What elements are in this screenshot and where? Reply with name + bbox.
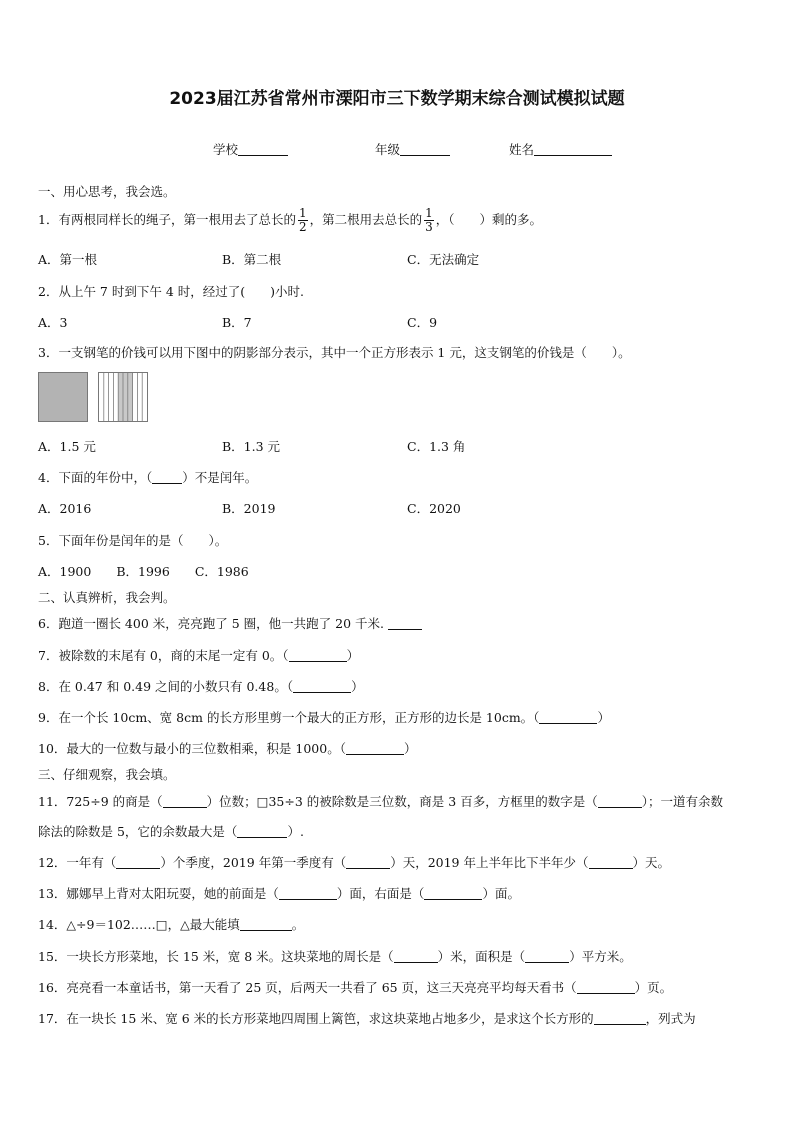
question-3: 3．一支钢笔的价钱可以用下图中的阴影部分表示，其中一个正方形表示 1 元，这支钢笔的价钱是（ ）。 xyxy=(38,345,631,360)
shaded-square-figure xyxy=(38,372,88,422)
striped-square-figure xyxy=(98,372,148,422)
question-14: 14．△÷9＝102……□，△最大能填 。 xyxy=(38,917,305,932)
option-a: A．2016 xyxy=(38,501,92,516)
question-12: 12．一年有（ ）个季度，2019 年第一季度有（ ）天，2019 年上半年比下半年少（ ）天。 xyxy=(38,855,671,870)
option-c: C．2020 xyxy=(407,501,461,516)
question-6: 6．跑道一圈长 400 米，亮亮跑了 5 圈，他一共跑了 20 千米. xyxy=(38,614,422,632)
fraction: $\frac{1}{2}$ xyxy=(298,206,307,234)
question-16: 16．亮亮看一本童话书，第一天看了 25 页，后两天一共看了 65 页，这三天亮亮平均每天看书（ ）页。 xyxy=(38,980,673,995)
page-title: 2023届江苏省常州市溧阳市三下数学期末综合测试模拟试题 xyxy=(169,89,625,109)
question-5: 5．下面年份是闰年的是（ ）。 xyxy=(38,533,228,548)
section-heading: 一、用心思考，我会选。 xyxy=(38,184,176,199)
option-c: C．无法确定 xyxy=(407,252,480,267)
question-17: 17．在一块长 15 米、宽 6 米的长方形菜地四周围上篱笆，求这块菜地占地多少，是求这个长方形的 ，列式为 xyxy=(38,1011,696,1026)
question-10: 10．最大的一位数与最小的三位数相乘，积是 1000。（ ） xyxy=(38,741,417,756)
question-7: 7．被除数的末尾有 0，商的末尾一定有 0。（ ） xyxy=(38,648,360,663)
question-8: 8．在 0.47 和 0.49 之间的小数只有 0.48。（ ） xyxy=(38,679,364,694)
question-2: 2．从上午 7 时到下午 4 时，经过了( )小时. xyxy=(38,284,304,299)
options: A．1900 B．1996 C．1986 xyxy=(38,564,249,579)
option-b: B．2019 xyxy=(222,501,276,516)
question-4: 4．下面的年份中，（ ）不是闰年。 xyxy=(38,470,258,485)
section-heading: 三、仔细观察，我会填。 xyxy=(38,767,176,782)
option-b: B．7 xyxy=(222,315,252,330)
name-field: 姓名 xyxy=(509,140,612,158)
question-11-cont: 除法的除数是 5，它的余数最大是（ ）. xyxy=(38,824,304,839)
question-11: 11．725÷9 的商是（ ）位数；□35÷3 的被除数是三位数，商是 3 百多，方框里的数字是（ ）；一道有余数 xyxy=(38,794,723,809)
option-a: A．1.5 元 xyxy=(38,439,96,454)
section-heading: 二、认真辨析，我会判。 xyxy=(38,590,176,605)
fraction: $\frac{1}{3}$ xyxy=(425,206,433,234)
question-13: 13．娜娜早上背对太阳玩耍，她的前面是（ ）面，右面是（ ）面。 xyxy=(38,886,520,901)
option-a: A．第一根 xyxy=(38,252,98,267)
school-field: 学校 xyxy=(213,140,288,158)
option-a: A．3 xyxy=(38,315,68,330)
question-15: 15．一块长方形菜地，长 15 米，宽 8 米。这块菜地的周长是（ ）米，面积是（ ）平方米。 xyxy=(38,949,632,964)
option-b: B．第二根 xyxy=(222,252,282,267)
grade-field: 年级 xyxy=(375,140,450,158)
question-9: 9．在一个长 10cm、宽 8cm 的长方形里剪一个最大的正方形，正方形的边长是 10cm。（ ） xyxy=(38,710,610,725)
option-c: C．9 xyxy=(407,315,438,330)
option-b: B．1.3 元 xyxy=(222,439,281,454)
question-1: 1．有两根同样长的绳子，第一根用去了总长的 $\frac{1}{2}$ ，第二根用去总长的 $\frac{1}{3}$ ，（ ）剩的多。 xyxy=(38,206,543,234)
option-c: C．1.3 角 xyxy=(407,439,466,454)
